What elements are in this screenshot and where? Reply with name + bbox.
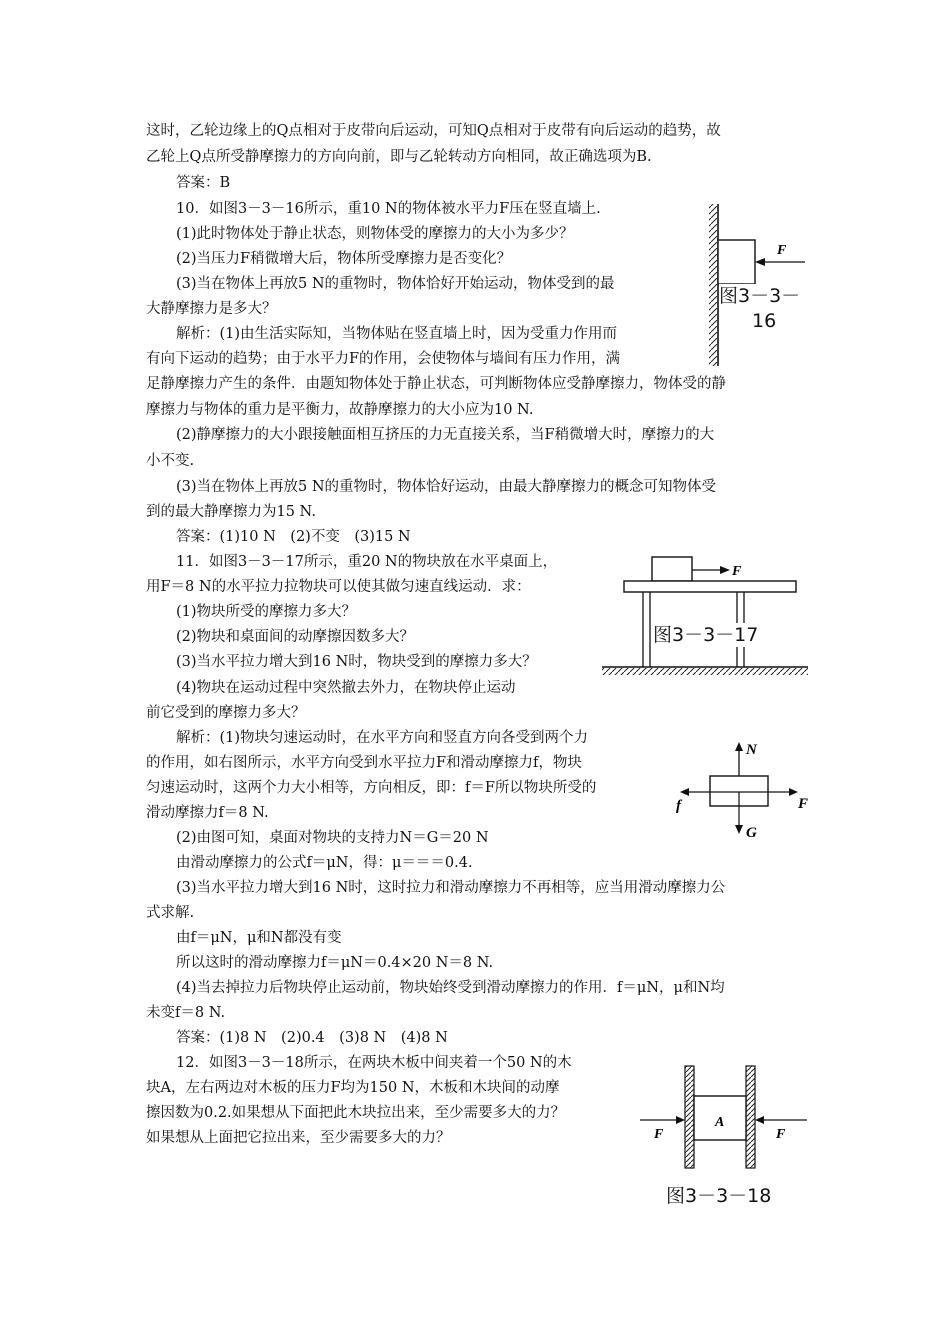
text-line: 答案：(1)8 N (2)0.4 (3)8 N (4)8 N [176,1030,448,1046]
force-right-label: F [776,1127,786,1142]
text-line: (4)物块在运动过程中突然撤去外力，在物块停止运动 [176,680,516,696]
label-f-left: f [676,798,681,814]
text-line: 大静摩擦力是多大？ [146,301,277,317]
text-line: (1)此时物体处于静止状态，则物体受的摩擦力的大小为多少？ [176,226,574,242]
free-body-diagram [672,738,817,840]
label-f-right: F [798,796,809,812]
text-line: 乙轮上Q点所受静摩擦力的方向向前，即与乙轮转动方向相同，故正确选项为B. [146,149,652,165]
text-line: 小不变. [146,453,195,469]
text-line: 这时，乙轮边缘上的Q点相对于皮带向后运动，可知Q点相对于皮带有向后运动的趋势，故 [146,123,721,139]
text-line: 11．如图3－3－17所示，重20 N的物块放在水平桌面上， [176,554,558,570]
label-g: G [746,825,757,840]
text-line: 前它受到的摩擦力多大？ [146,705,306,721]
text-line: 所以这时的滑动摩擦力f＝μN＝0.4×20 N＝8 N. [176,955,494,971]
force-label: F [732,564,742,579]
text-line: 由滑动摩擦力的公式f＝μN，得：μ＝＝＝0.4. [176,855,473,871]
text-line: 答案：(1)10 N (2)不变 (3)15 N [176,529,411,545]
table-top [624,581,796,592]
text-line: 滑动摩擦力f＝8 N. [146,805,269,821]
block-label: A [715,1115,725,1130]
text-line: 擦因数为0.2.如果想从下面把此木块拉出来，至少需要多大的力？ [146,1105,566,1121]
figure-caption: 图3－3－ [719,285,801,307]
right-board [746,1066,755,1168]
text-line: (2)物块和桌面间的动摩擦因数多大？ [176,629,415,645]
block [652,557,692,581]
label-n: N [746,742,757,758]
text-line: (4)当去掉拉力后物块停止运动前，物块始终受到滑动摩擦力的作用．f＝μN，μ和N均 [176,980,725,996]
ground-hatch [602,668,808,675]
text-line: (2)静摩擦力的大小跟接触面相互挤压的力无直接关系，当F稍微增大时，摩擦力的大 [176,427,715,443]
force-label: F [777,243,787,258]
text-line: (3)当水平拉力增大到16 N时，物块受到的摩擦力多大？ [176,654,537,670]
text-line: 未变f＝8 N. [146,1005,226,1021]
block [718,240,755,284]
text-line: 有向下运动的趋势；由于水平力F的作用，会使物体与墙间有压力作用，满 [146,351,621,367]
text-line: 由f＝μN，μ和N都没有变 [176,930,342,946]
text-line: (1)物块所受的摩擦力多大？ [176,604,357,620]
figure-3-3-17 [600,552,810,680]
text-line: 10．如图3－3－16所示，重10 N的物体被水平力F压在竖直墙上. [176,201,601,217]
figure-caption: 16 [752,310,777,332]
text-line: 块A，左右两边对木板的压力F均为150 N，木板和木块间的动摩 [146,1080,560,1096]
text-line: 用F＝8 N的水平拉力拉物块可以使其做匀速直线运动．求： [146,579,531,595]
text-line: 如果想从上面把它拉出来，至少需要多大的力？ [146,1130,451,1146]
text-line: 的作用，如右图所示，水平方向受到水平拉力F和滑动摩擦力f，物块 [146,755,582,771]
text-line: (3)当在物体上再放5 N的重物时，物体恰好开始运动，物体受到的最 [176,276,615,292]
wall-hatch [709,204,717,366]
figure-3-3-18 [636,1062,811,1172]
text-line: 解析：(1)由生活实际知，当物体贴在竖直墙上时，因为受重力作用而 [176,326,618,342]
text-line: (2)由图可知，桌面对物块的支持力N＝G＝20 N [176,830,489,846]
text-line: (3)当在物体上再放5 N的重物时，物体恰好运动，由最大静摩擦力的概念可知物体受 [176,479,717,495]
text-line: 式求解. [146,905,195,921]
force-left-label: F [654,1127,664,1142]
text-line: 足静摩擦力产生的条件．由题知物体处于静止状态，可判断物体应受静摩擦力，物体受的静 [146,376,726,392]
text-line: (2)当压力F稍微增大后，物体所受摩擦力是否变化？ [176,251,512,267]
figure-caption: 图3－3－18 [666,1185,772,1207]
left-board [685,1066,694,1168]
figure-caption: 图3－3－17 [653,624,759,646]
text-line: 解析：(1)物块匀速运动时，在水平方向和竖直方向各受到两个力 [176,730,589,746]
text-line: 答案：B [176,175,231,191]
text-line: 到的最大静摩擦力为15 N. [146,504,316,520]
text-line: (3)当水平拉力增大到16 N时，这时拉力和滑动摩擦力不再相等，应当用滑动摩擦力公 [176,880,726,896]
text-line: 摩擦力与物体的重力是平衡力，故静摩擦力的大小应为10 N. [146,402,534,418]
text-line: 匀速运动时，这两个力大小相等，方向相反，即：f＝F所以物块所受的 [146,780,597,796]
text-line: 12．如图3－3－18所示，在两块木板中间夹着一个50 N的木 [176,1055,572,1071]
